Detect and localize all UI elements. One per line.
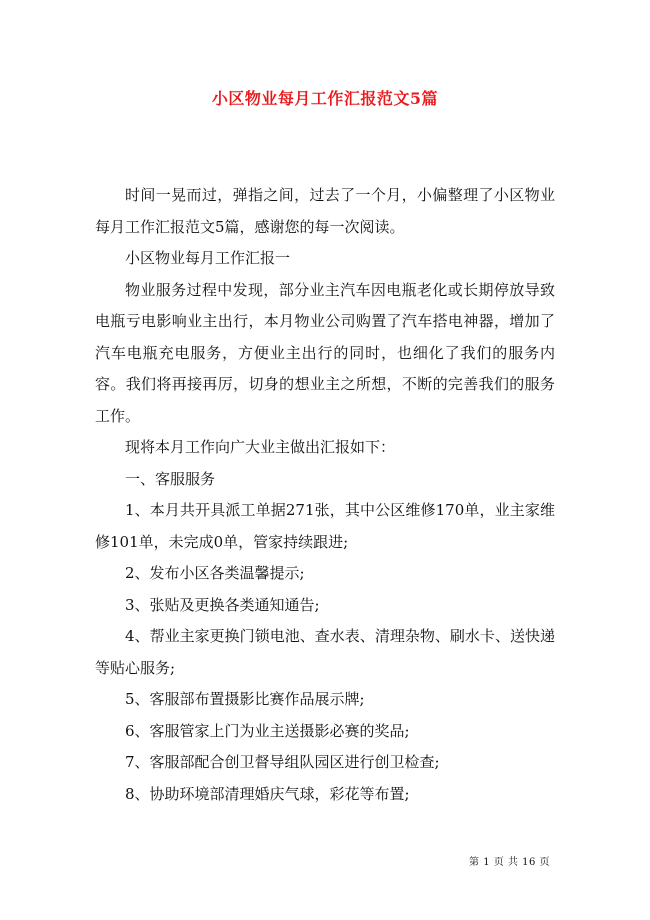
paragraph-section-heading: 小区物业每月工作汇报一 [125, 249, 291, 267]
list-item-4: 4、帮业主家更换门锁电池、查水表、清理杂物、刷水卡、送快递等贴心服务; [95, 627, 555, 677]
document-title: 小区物业每月工作汇报范文5篇 [211, 89, 439, 108]
document-body [95, 180, 555, 810]
paragraph-report-intro: 现将本月工作向广大业主做出汇报如下： [125, 438, 396, 456]
list-item-5: 5、客服部布置摄影比赛作品展示牌; [125, 690, 365, 708]
list-item-6: 6、客服管家上门为业主送摄影必赛的奖品; [125, 721, 410, 740]
page-number-footer: 第 1 页 共 16 页 [469, 857, 550, 868]
paragraph-service-summary: 物业服务过程中发现，部分业主汽车因电瓶老化或长期停放导致电瓶亏电影响业主出行，本月物业公司购置了汽车搭电神器，增加了汽车电瓶充电服务，方便业主出行的同时，也细化了我们的服务内容。我们将再接再厉，切身的想业主之所想，不断的完善我们的服务工作。 [95, 280, 555, 425]
list-item-3: 3、张贴及更换各类通知通告; [125, 595, 320, 614]
paragraph-intro: 时间一晃而过，弹指之间，过去了一个月，小偏整理了小区物业每月工作汇报范文5篇，感谢您的每一次阅读。 [95, 186, 555, 236]
list-item-1: 1、本月共开具派工单据271张，其中公区维修170单，业主家维修101单，未完成0单，管家持续跟进; [95, 501, 555, 551]
list-item-8: 8、协助环境部清理婚庆气球，彩花等布置; [125, 784, 410, 803]
list-item-2: 2、发布小区各类温馨提示; [125, 564, 305, 582]
paragraph-customer-service-heading: 一、客服服务 [125, 469, 216, 488]
list-item-7: 7、客服部配合创卫督导组队园区进行创卫检查; [125, 753, 440, 771]
